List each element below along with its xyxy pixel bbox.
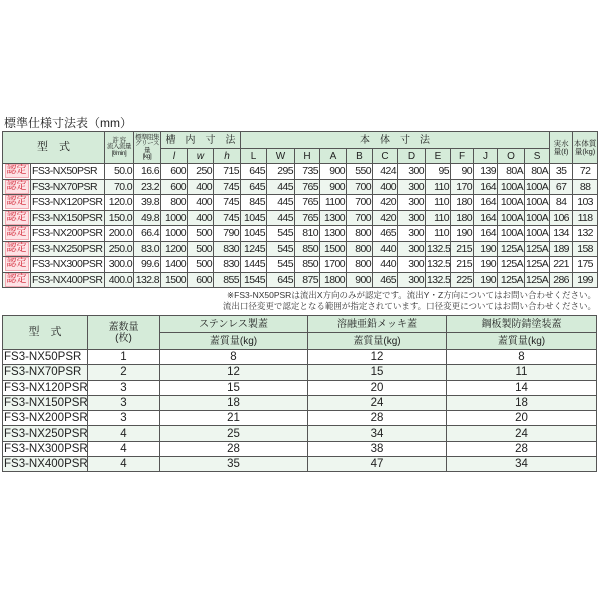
certified-badge-cell bbox=[3, 210, 31, 226]
header-tank-dims: 槽 内 寸 法 bbox=[161, 132, 241, 149]
value-cell: 1 bbox=[88, 350, 160, 365]
model-cell: FS3-NX70PSR bbox=[3, 365, 88, 380]
value-cell: 465 bbox=[373, 272, 398, 288]
value-cell: 12 bbox=[160, 365, 308, 380]
value-cell: 18 bbox=[160, 395, 308, 410]
header-tank-l: l bbox=[161, 149, 188, 164]
value-cell: 100A bbox=[498, 226, 525, 242]
value-cell: 84 bbox=[550, 195, 573, 211]
table-row bbox=[3, 164, 598, 180]
value-cell: 83.0 bbox=[134, 241, 161, 257]
value-cell: 28 bbox=[447, 441, 597, 456]
value-cell: 420 bbox=[373, 210, 398, 226]
table-row bbox=[3, 179, 598, 195]
value-cell: 200.0 bbox=[105, 226, 134, 242]
footnote-line: ※FS3-NX50PSRは流出X方向のみが認定です。流出Y・Z方向についてはお問い合わせください。 bbox=[227, 290, 596, 300]
value-cell: 1200 bbox=[161, 241, 188, 257]
value-cell: 4 bbox=[88, 457, 160, 472]
value-cell: 300 bbox=[398, 241, 426, 257]
value-cell: 132.5 bbox=[427, 242, 451, 255]
header-water: 実水量(ℓ) bbox=[550, 132, 573, 164]
value-cell: 1700 bbox=[320, 257, 347, 273]
value-cell: 295 bbox=[267, 164, 295, 180]
value-cell: 164 bbox=[474, 195, 498, 211]
certified-badge-cell bbox=[3, 164, 31, 180]
value-cell: 125A bbox=[526, 273, 549, 286]
value-cell: 50.0 bbox=[105, 164, 134, 180]
header-body-E: E bbox=[426, 149, 451, 164]
table-row bbox=[3, 350, 597, 365]
value-cell: 500 bbox=[188, 226, 214, 242]
table-row bbox=[3, 272, 598, 288]
value-cell: 38 bbox=[308, 441, 447, 456]
value-cell: 132.5 bbox=[427, 273, 451, 286]
value-cell: 1800 bbox=[320, 272, 347, 288]
value-cell: 170 bbox=[451, 179, 474, 195]
value-cell: 110 bbox=[426, 226, 451, 242]
header-body-S: S bbox=[525, 149, 550, 164]
value-cell: 300 bbox=[398, 210, 426, 226]
value-cell: 300 bbox=[398, 272, 426, 288]
value-cell: 15 bbox=[308, 365, 447, 380]
value-cell: 400.0 bbox=[105, 272, 134, 288]
value-cell: 118 bbox=[573, 210, 598, 226]
header-body-J: J bbox=[474, 149, 498, 164]
value-cell: 103 bbox=[573, 195, 598, 211]
value-cell: 850 bbox=[295, 241, 320, 257]
table-row bbox=[3, 411, 597, 426]
value-cell: 3 bbox=[88, 411, 160, 426]
value-cell: 1300 bbox=[320, 226, 347, 242]
value-cell: 900 bbox=[320, 179, 347, 195]
value-cell: 700 bbox=[347, 179, 373, 195]
value-cell: 700 bbox=[347, 210, 373, 226]
value-cell: 1000 bbox=[161, 226, 188, 242]
page-title: 標準仕様寸法表（mm） bbox=[4, 116, 132, 130]
value-cell: 164 bbox=[474, 179, 498, 195]
header-body-F: F bbox=[451, 149, 474, 164]
value-cell: 445 bbox=[267, 210, 295, 226]
certified-badge: 認定 bbox=[6, 273, 27, 285]
value-cell: 1400 bbox=[161, 257, 188, 273]
model-cell: FS3-NX150PSR bbox=[31, 210, 105, 226]
value-cell: 790 bbox=[214, 226, 241, 242]
header-body-C: C bbox=[373, 149, 398, 164]
value-cell: 545 bbox=[267, 226, 295, 242]
certified-badge-cell bbox=[3, 272, 31, 288]
value-cell: 80A bbox=[498, 164, 525, 180]
value-cell: 72 bbox=[573, 164, 598, 180]
model-cell: FS3-NX50PSR bbox=[31, 164, 105, 180]
value-cell: 765 bbox=[295, 195, 320, 211]
value-cell: 8 bbox=[160, 350, 308, 365]
value-cell: 4 bbox=[88, 441, 160, 456]
value-cell: 800 bbox=[347, 257, 373, 273]
header-flow: 許 容 流入流量 [ℓ/min] bbox=[105, 132, 134, 164]
value-cell: 106 bbox=[550, 210, 573, 226]
value-cell: 545 bbox=[267, 241, 295, 257]
value-cell: 125A bbox=[498, 241, 525, 257]
value-cell: 1245 bbox=[241, 241, 267, 257]
value-cell: 100A bbox=[526, 180, 549, 193]
header-lid-count: 蓋数量 (枚) bbox=[88, 316, 160, 350]
value-cell: 88 bbox=[573, 179, 598, 195]
table-row bbox=[3, 457, 597, 472]
value-cell: 250.0 bbox=[105, 241, 134, 257]
value-cell: 300 bbox=[398, 179, 426, 195]
header-model: 型 式 bbox=[3, 316, 88, 350]
value-cell: 120.0 bbox=[105, 195, 134, 211]
value-cell: 190 bbox=[451, 226, 474, 242]
value-cell: 95 bbox=[426, 164, 451, 180]
value-cell: 465 bbox=[373, 226, 398, 242]
value-cell: 400 bbox=[188, 179, 214, 195]
header-steel-lid: 鋼板製防錆塗装蓋 bbox=[447, 316, 597, 333]
table-row bbox=[3, 210, 598, 226]
value-cell: 765 bbox=[295, 210, 320, 226]
value-cell: 100A bbox=[498, 179, 525, 195]
value-cell: 830 bbox=[214, 241, 241, 257]
certified-badge: 認定 bbox=[6, 180, 27, 192]
value-cell: 23.2 bbox=[134, 179, 161, 195]
model-cell: FS3-NX50PSR bbox=[3, 350, 88, 365]
header-body-L: L bbox=[241, 149, 267, 164]
value-cell: 1500 bbox=[320, 241, 347, 257]
table-row bbox=[3, 226, 598, 242]
value-cell: 189 bbox=[550, 241, 573, 257]
value-cell: 190 bbox=[474, 241, 498, 257]
value-cell: 132 bbox=[573, 226, 598, 242]
header-body-dims: 本 体 寸 法 bbox=[241, 132, 550, 149]
model-cell: FS3-NX300PSR bbox=[4, 442, 88, 455]
header-grease: 標準阻集 グリース量 [kg] bbox=[134, 132, 161, 164]
value-cell: 855 bbox=[214, 272, 241, 288]
value-cell: 440 bbox=[373, 257, 398, 273]
value-cell: 445 bbox=[267, 195, 295, 211]
header-body-W: W bbox=[267, 149, 295, 164]
value-cell: 500 bbox=[188, 241, 214, 257]
value-cell: 66.4 bbox=[134, 226, 161, 242]
value-cell: 20 bbox=[447, 411, 597, 426]
value-cell: 800 bbox=[347, 241, 373, 257]
value-cell: 158 bbox=[573, 241, 598, 257]
value-cell: 3 bbox=[88, 380, 160, 395]
value-cell: 600 bbox=[161, 164, 188, 180]
value-cell: 286 bbox=[550, 272, 573, 288]
value-cell: 139 bbox=[474, 164, 498, 180]
certified-badge-cell bbox=[3, 257, 31, 273]
certified-badge-cell bbox=[3, 241, 31, 257]
value-cell: 845 bbox=[241, 195, 267, 211]
value-cell: 735 bbox=[295, 164, 320, 180]
value-cell: 400 bbox=[188, 210, 214, 226]
value-cell: 500 bbox=[188, 257, 214, 273]
value-cell: 1100 bbox=[320, 195, 347, 211]
value-cell: 550 bbox=[347, 164, 373, 180]
value-cell: 164 bbox=[474, 226, 498, 242]
footnote bbox=[223, 290, 596, 312]
value-cell: 110 bbox=[426, 195, 451, 211]
value-cell: 12 bbox=[308, 350, 447, 365]
value-cell: 18 bbox=[447, 395, 597, 410]
value-cell: 180 bbox=[451, 195, 474, 211]
value-cell: 80A bbox=[525, 164, 550, 180]
value-cell: 300 bbox=[398, 195, 426, 211]
header-lid-mass: 蓋質量(kg) bbox=[160, 333, 308, 350]
table-row bbox=[3, 426, 597, 441]
value-cell: 125A bbox=[498, 272, 525, 288]
table-row bbox=[3, 195, 598, 211]
model-cell: FS3-NX400PSR bbox=[4, 458, 88, 471]
value-cell: 39.8 bbox=[134, 195, 161, 211]
value-cell: 300 bbox=[398, 226, 426, 242]
value-cell: 49.8 bbox=[134, 210, 161, 226]
value-cell: 4 bbox=[88, 426, 160, 441]
value-cell: 1500 bbox=[161, 272, 188, 288]
value-cell: 645 bbox=[267, 272, 295, 288]
value-cell: 300 bbox=[398, 164, 426, 180]
value-cell: 400 bbox=[373, 179, 398, 195]
value-cell: 164 bbox=[474, 210, 498, 226]
header-body-D: D bbox=[398, 149, 426, 164]
value-cell: 110 bbox=[426, 179, 451, 195]
certified-badge: 認定 bbox=[6, 227, 27, 239]
table-row bbox=[3, 257, 598, 273]
value-cell: 24 bbox=[447, 426, 597, 441]
value-cell: 132.8 bbox=[134, 272, 161, 288]
value-cell: 28 bbox=[308, 411, 447, 426]
value-cell: 175 bbox=[573, 257, 598, 273]
value-cell: 424 bbox=[373, 164, 398, 180]
value-cell: 1545 bbox=[241, 272, 267, 288]
footnote-line: 流出口径変更で認定となる範囲が指定されています。口径変更についてはお問い合わせください。 bbox=[222, 301, 596, 311]
value-cell: 745 bbox=[214, 210, 241, 226]
value-cell: 420 bbox=[373, 195, 398, 211]
value-cell: 47 bbox=[308, 457, 447, 472]
value-cell: 600 bbox=[188, 272, 214, 288]
value-cell: 800 bbox=[347, 226, 373, 242]
value-cell: 250 bbox=[188, 164, 214, 180]
model-cell: FS3-NX200PSR bbox=[31, 226, 105, 242]
value-cell: 850 bbox=[295, 257, 320, 273]
certified-badge: 認定 bbox=[6, 211, 27, 223]
model-cell: FS3-NX300PSR bbox=[31, 257, 105, 273]
value-cell: 180 bbox=[451, 210, 474, 226]
lid-mass-table bbox=[2, 315, 597, 472]
header-tank-w: w bbox=[188, 149, 214, 164]
header-lid-mass: 蓋質量(kg) bbox=[447, 333, 597, 350]
value-cell: 215 bbox=[451, 241, 474, 257]
value-cell: 745 bbox=[214, 195, 241, 211]
value-cell: 440 bbox=[373, 241, 398, 257]
model-cell: FS3-NX70PSR bbox=[31, 179, 105, 195]
value-cell: 645 bbox=[241, 164, 267, 180]
value-cell: 100A bbox=[498, 210, 525, 226]
value-cell: 700 bbox=[347, 195, 373, 211]
model-cell: FS3-NX150PSR bbox=[4, 397, 88, 410]
header-stainless-lid: ステンレス製蓋 bbox=[160, 316, 308, 333]
header-mass: 本体質量(kg) bbox=[573, 132, 598, 164]
value-cell: 150.0 bbox=[105, 210, 134, 226]
value-cell: 90 bbox=[451, 164, 474, 180]
certified-badge: 認定 bbox=[6, 258, 27, 270]
value-cell: 215 bbox=[451, 257, 474, 273]
header-body-B: B bbox=[347, 149, 373, 164]
value-cell: 70.0 bbox=[105, 179, 134, 195]
value-cell: 199 bbox=[573, 272, 598, 288]
value-cell: 28 bbox=[160, 441, 308, 456]
value-cell: 800 bbox=[161, 195, 188, 211]
value-cell: 100A bbox=[498, 195, 525, 211]
value-cell: 11 bbox=[447, 365, 597, 380]
table-row bbox=[3, 241, 598, 257]
value-cell: 1045 bbox=[241, 226, 267, 242]
value-cell: 34 bbox=[447, 457, 597, 472]
value-cell: 134 bbox=[550, 226, 573, 242]
value-cell: 14 bbox=[447, 380, 597, 395]
value-cell: 900 bbox=[320, 164, 347, 180]
value-cell: 745 bbox=[214, 179, 241, 195]
value-cell: 34 bbox=[308, 426, 447, 441]
table-row bbox=[3, 365, 597, 380]
value-cell: 875 bbox=[295, 272, 320, 288]
value-cell: 190 bbox=[474, 272, 498, 288]
model-cell: FS3-NX120PSR bbox=[31, 195, 105, 211]
header-body-A: A bbox=[320, 149, 347, 164]
value-cell: 645 bbox=[241, 179, 267, 195]
value-cell: 1045 bbox=[241, 210, 267, 226]
value-cell: 15 bbox=[160, 380, 308, 395]
table-row bbox=[3, 380, 597, 395]
table-row bbox=[3, 395, 597, 410]
certified-badge-cell bbox=[3, 226, 31, 242]
model-cell: FS3-NX400PSR bbox=[31, 272, 105, 288]
value-cell: 765 bbox=[295, 179, 320, 195]
model-cell: FS3-NX250PSR bbox=[31, 241, 105, 257]
value-cell: 100A bbox=[526, 196, 549, 209]
value-cell: 67 bbox=[550, 179, 573, 195]
value-cell: 300.0 bbox=[105, 257, 134, 273]
value-cell: 132.5 bbox=[427, 258, 451, 271]
certified-badge: 認定 bbox=[6, 165, 27, 177]
value-cell: 99.6 bbox=[134, 257, 161, 273]
value-cell: 810 bbox=[295, 226, 320, 242]
value-cell: 1300 bbox=[320, 210, 347, 226]
value-cell: 100A bbox=[526, 211, 549, 224]
value-cell: 24 bbox=[308, 395, 447, 410]
value-cell: 3 bbox=[88, 395, 160, 410]
value-cell: 20 bbox=[308, 380, 447, 395]
value-cell: 400 bbox=[188, 195, 214, 211]
model-cell: FS3-NX250PSR bbox=[4, 427, 88, 440]
value-cell: 221 bbox=[550, 257, 573, 273]
value-cell: 125A bbox=[526, 242, 549, 255]
header-body-O: O bbox=[498, 149, 525, 164]
certified-badge-cell bbox=[3, 179, 31, 195]
header-model: 型 式 bbox=[3, 132, 105, 164]
header-body-H: H bbox=[295, 149, 320, 164]
certified-badge: 認定 bbox=[6, 196, 27, 208]
value-cell: 16.6 bbox=[134, 164, 161, 180]
header-galvanized-lid: 溶融亜鉛メッキ蓋 bbox=[308, 316, 447, 333]
value-cell: 35 bbox=[550, 164, 573, 180]
header-tank-h: h bbox=[214, 149, 241, 164]
value-cell: 125A bbox=[526, 258, 549, 271]
spec-dimension-table bbox=[2, 131, 598, 288]
value-cell: 190 bbox=[474, 257, 498, 273]
value-cell: 2 bbox=[88, 365, 160, 380]
value-cell: 1000 bbox=[161, 210, 188, 226]
value-cell: 900 bbox=[347, 272, 373, 288]
value-cell: 715 bbox=[214, 164, 241, 180]
value-cell: 110 bbox=[426, 210, 451, 226]
model-cell: FS3-NX200PSR bbox=[4, 412, 88, 425]
table-row bbox=[3, 441, 597, 456]
value-cell: 600 bbox=[161, 179, 188, 195]
model-cell: FS3-NX120PSR bbox=[4, 381, 88, 394]
value-cell: 100A bbox=[526, 227, 549, 240]
value-cell: 125A bbox=[498, 257, 525, 273]
value-cell: 225 bbox=[451, 272, 474, 288]
value-cell: 545 bbox=[267, 257, 295, 273]
value-cell: 35 bbox=[160, 457, 308, 472]
value-cell: 25 bbox=[160, 426, 308, 441]
certified-badge-cell bbox=[3, 195, 31, 211]
header-lid-mass: 蓋質量(kg) bbox=[308, 333, 447, 350]
value-cell: 445 bbox=[267, 179, 295, 195]
value-cell: 21 bbox=[160, 411, 308, 426]
value-cell: 830 bbox=[214, 257, 241, 273]
value-cell: 1445 bbox=[241, 257, 267, 273]
value-cell: 8 bbox=[447, 350, 597, 365]
value-cell: 300 bbox=[398, 257, 426, 273]
certified-badge: 認定 bbox=[6, 242, 27, 254]
